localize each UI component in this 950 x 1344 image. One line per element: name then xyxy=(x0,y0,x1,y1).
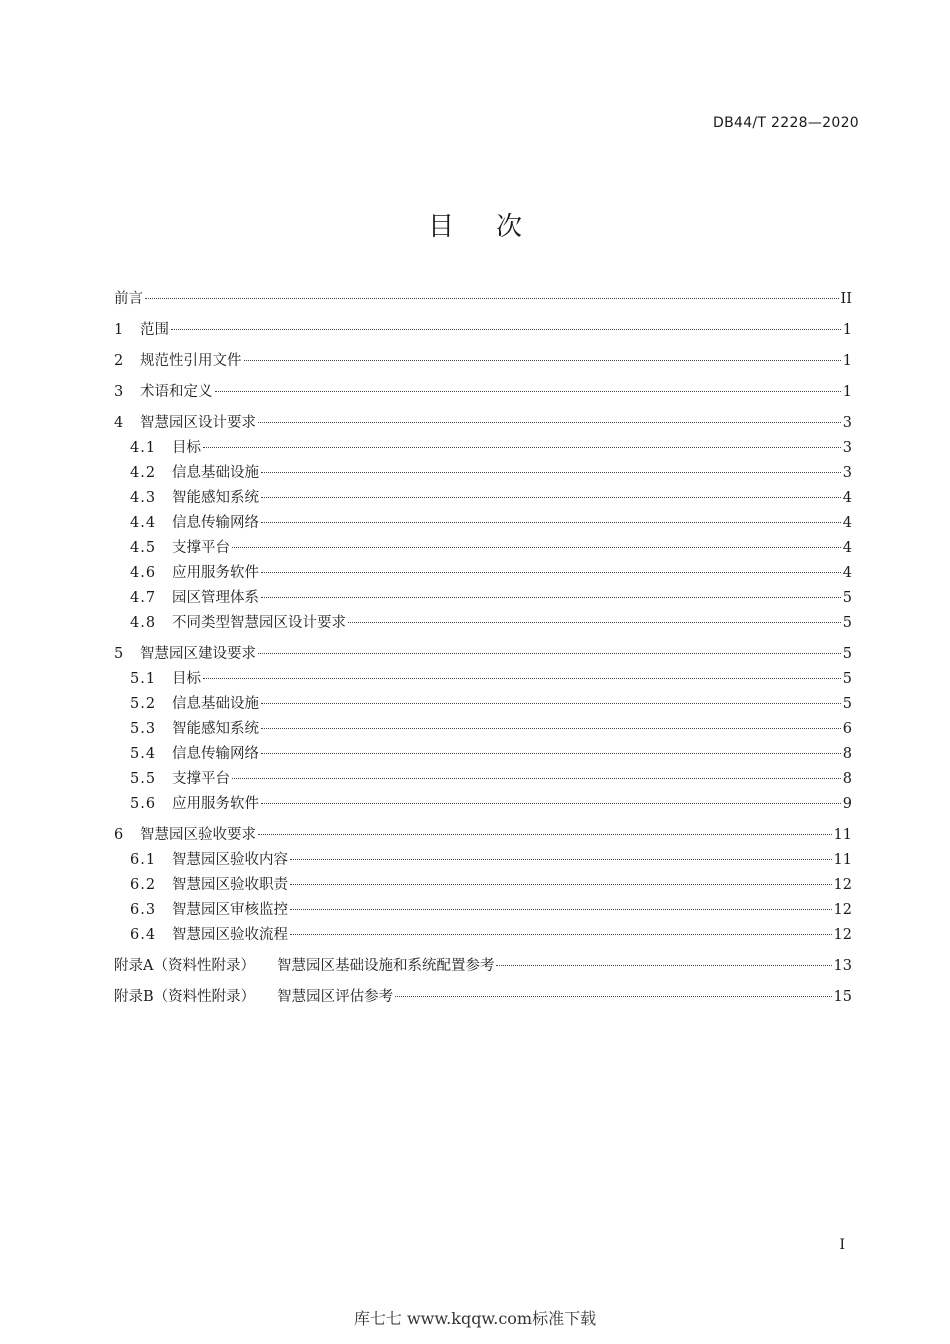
toc-entry-label: 应用服务软件 xyxy=(172,565,259,581)
toc-entry[interactable] xyxy=(114,436,852,461)
toc-entry-number: 4.4 xyxy=(130,515,157,531)
toc-dot-leader xyxy=(261,572,841,573)
toc-entry-label: 智慧园区基础设施和系统配置参考 xyxy=(276,958,495,974)
toc-entry[interactable] xyxy=(114,954,852,979)
toc-entry[interactable] xyxy=(114,898,852,923)
toc-entry-label: 信息基础设施 xyxy=(172,465,259,481)
toc-entry-page: 11 xyxy=(833,827,852,843)
toc-entry-label: 智慧园区审核监控 xyxy=(172,902,288,918)
toc-entry-label: 目标 xyxy=(172,440,201,456)
toc-entry-page: 5 xyxy=(842,590,852,606)
footer-watermark: 库七七 www.kqqw.com标准下载 xyxy=(353,1309,597,1328)
toc-entry-number: 6.2 xyxy=(130,877,157,893)
toc-entry[interactable] xyxy=(114,667,852,692)
toc-entry-label: 智慧园区评估参考 xyxy=(277,989,394,1005)
toc-dot-leader xyxy=(290,909,832,910)
toc-entry-label: 智慧园区验收职责 xyxy=(172,877,288,893)
toc-entry[interactable] xyxy=(114,642,852,667)
toc-entry-label: 智能感知系统 xyxy=(172,490,259,506)
toc-entry-number: 5 xyxy=(114,646,124,662)
title-char-2: 次 xyxy=(496,212,523,242)
toc-entry-number: 5.3 xyxy=(130,721,157,737)
toc-entry-number: 6.1 xyxy=(130,852,157,868)
toc-entry-number: 4.6 xyxy=(130,565,157,581)
title-char-1: 目 xyxy=(427,212,454,242)
toc-dot-leader xyxy=(203,678,841,679)
toc-entry[interactable] xyxy=(114,536,852,561)
toc-dot-leader xyxy=(145,298,839,299)
toc-dot-leader xyxy=(290,934,832,935)
toc-entry[interactable] xyxy=(114,611,852,636)
toc-entry-page: 4 xyxy=(842,565,852,581)
toc-dot-leader xyxy=(261,472,841,473)
toc-entry[interactable] xyxy=(114,873,852,898)
toc-entry-number: 5.4 xyxy=(130,746,157,762)
toc-entry-number: 附录B（资料性附录） xyxy=(114,989,256,1005)
toc-entry[interactable] xyxy=(114,349,852,374)
toc-entry-label: 目标 xyxy=(172,671,201,687)
toc-entry[interactable] xyxy=(114,823,852,848)
toc-dot-leader xyxy=(290,859,832,860)
toc-entry-label: 范围 xyxy=(140,322,169,338)
toc-entry-page: 5 xyxy=(842,646,852,662)
toc-entry-label: 支撑平台 xyxy=(172,771,230,787)
table-of-contents xyxy=(114,287,852,1010)
toc-entry[interactable] xyxy=(114,511,852,536)
toc-entry-number: 4.1 xyxy=(130,440,157,456)
toc-dot-leader xyxy=(261,728,841,729)
toc-entry-label: 支撑平台 xyxy=(172,540,230,556)
toc-dot-leader xyxy=(258,422,841,423)
toc-dot-leader xyxy=(171,329,841,330)
toc-dot-leader xyxy=(261,703,841,704)
toc-entry-label: 规范性引用文件 xyxy=(140,353,242,369)
toc-entry-label: 信息传输网络 xyxy=(172,746,259,762)
toc-entry[interactable] xyxy=(114,318,852,343)
toc-dot-leader xyxy=(258,653,841,654)
toc-entry-number: 6 xyxy=(114,827,124,843)
toc-entry-number: 1 xyxy=(114,322,124,338)
toc-entry[interactable] xyxy=(114,848,852,873)
toc-entry-page: 1 xyxy=(842,322,852,338)
toc-entry-number: 5.5 xyxy=(130,771,157,787)
toc-entry-number: 4 xyxy=(114,415,124,431)
toc-entry-label: 智慧园区验收流程 xyxy=(172,927,288,943)
toc-entry[interactable] xyxy=(114,561,852,586)
toc-entry[interactable] xyxy=(114,287,852,312)
toc-dot-leader xyxy=(348,622,841,623)
toc-entry-label: 前言 xyxy=(114,291,143,307)
toc-entry-page: 13 xyxy=(833,958,852,974)
toc-entry-number: 3 xyxy=(114,384,124,400)
toc-entry-number: 4.8 xyxy=(130,615,157,631)
toc-entry-page: 3 xyxy=(842,440,852,456)
toc-entry-label: 园区管理体系 xyxy=(172,590,259,606)
toc-entry-label: 智慧园区建设要求 xyxy=(140,646,256,662)
toc-entry[interactable] xyxy=(114,461,852,486)
toc-entry-page: 3 xyxy=(842,415,852,431)
toc-dot-leader xyxy=(215,391,841,392)
toc-dot-leader xyxy=(261,497,841,498)
toc-entry-page: 12 xyxy=(833,902,852,918)
toc-dot-leader xyxy=(261,803,841,804)
toc-entry[interactable] xyxy=(114,742,852,767)
toc-entry-label: 信息传输网络 xyxy=(172,515,259,531)
toc-dot-leader xyxy=(261,522,841,523)
toc-dot-leader xyxy=(232,547,841,548)
standard-code: DB44/T 2228—2020 xyxy=(713,115,859,131)
toc-dot-leader xyxy=(290,884,832,885)
toc-entry-page: 5 xyxy=(842,671,852,687)
toc-entry-number: 4.7 xyxy=(130,590,157,606)
toc-entry-page: 11 xyxy=(833,852,852,868)
toc-entry-page: 1 xyxy=(842,384,852,400)
toc-entry-page: 8 xyxy=(842,771,852,787)
toc-entry[interactable] xyxy=(114,792,852,817)
toc-entry-page: 12 xyxy=(833,927,852,943)
toc-entry-page: II xyxy=(840,291,852,307)
toc-dot-leader xyxy=(496,965,831,966)
toc-entry[interactable] xyxy=(114,692,852,717)
toc-entry-page: 4 xyxy=(842,540,852,556)
toc-entry-page: 3 xyxy=(842,465,852,481)
toc-entry-label: 术语和定义 xyxy=(140,384,213,400)
toc-entry-page: 4 xyxy=(842,515,852,531)
toc-dot-leader xyxy=(244,360,841,361)
toc-entry-label: 智慧园区设计要求 xyxy=(140,415,256,431)
toc-dot-leader xyxy=(232,778,841,779)
toc-entry-number: 5.1 xyxy=(130,671,157,687)
toc-entry-label: 智慧园区验收要求 xyxy=(140,827,256,843)
toc-entry-page: 6 xyxy=(842,721,852,737)
toc-entry-number: 附录A（资料性附录） xyxy=(114,958,255,974)
toc-entry-number: 4.3 xyxy=(130,490,157,506)
toc-entry-page: 12 xyxy=(833,877,852,893)
toc-entry-page: 15 xyxy=(833,989,852,1005)
toc-entry[interactable] xyxy=(114,380,852,405)
toc-entry-label: 智能感知系统 xyxy=(172,721,259,737)
toc-entry-page: 1 xyxy=(842,353,852,369)
toc-entry[interactable] xyxy=(114,486,852,511)
toc-entry-page: 8 xyxy=(842,746,852,762)
toc-dot-leader xyxy=(395,996,831,997)
page-number: I xyxy=(839,1237,845,1253)
toc-entry-number: 4.2 xyxy=(130,465,157,481)
toc-entry-number: 2 xyxy=(114,353,124,369)
toc-entry-label: 信息基础设施 xyxy=(172,696,259,712)
toc-entry-number: 6.4 xyxy=(130,927,157,943)
toc-dot-leader xyxy=(261,597,841,598)
toc-entry-label: 智慧园区验收内容 xyxy=(172,852,288,868)
toc-entry-number: 4.5 xyxy=(130,540,157,556)
toc-entry-number: 5.6 xyxy=(130,796,157,812)
toc-dot-leader xyxy=(258,834,832,835)
toc-entry[interactable] xyxy=(114,586,852,611)
toc-entry-page: 5 xyxy=(842,615,852,631)
toc-entry[interactable] xyxy=(114,985,852,1010)
toc-entry-number: 5.2 xyxy=(130,696,157,712)
toc-entry-number: 6.3 xyxy=(130,902,157,918)
toc-entry-label: 应用服务软件 xyxy=(172,796,259,812)
toc-dot-leader xyxy=(261,753,841,754)
toc-entry[interactable] xyxy=(114,411,852,436)
toc-entry[interactable] xyxy=(114,923,852,948)
toc-entry-page: 5 xyxy=(842,696,852,712)
toc-entry[interactable] xyxy=(114,717,852,742)
toc-dot-leader xyxy=(203,447,841,448)
toc-entry-label: 不同类型智慧园区设计要求 xyxy=(172,615,346,631)
toc-entry-page: 4 xyxy=(842,490,852,506)
toc-entry-page: 9 xyxy=(842,796,852,812)
toc-entry[interactable] xyxy=(114,767,852,792)
page-title xyxy=(0,206,950,243)
